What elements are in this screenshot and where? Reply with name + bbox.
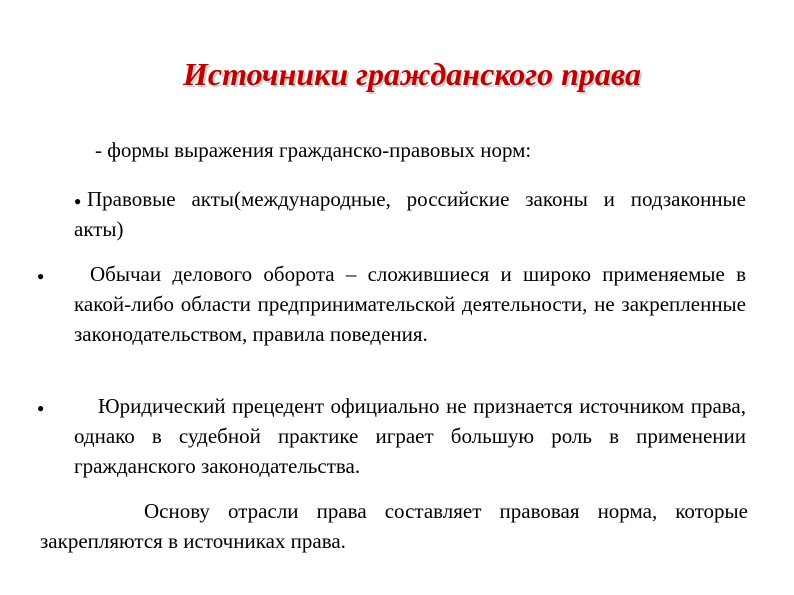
list-item-text: Юридический прецедент официально не признается источником права, однако в судебной практике играет большую роль в применении гражданского законодательства. (74, 394, 746, 478)
slide-title: Источники гражданского права (183, 56, 641, 92)
bullet-icon: ● (74, 194, 82, 208)
bullet-icon: ● (37, 269, 45, 283)
closing-paragraph: Основу отрасли права составляет правовая норма, которые закрепляются в источниках права. (40, 499, 748, 553)
list-item-text: Правовые акты(международные, российские законы и подзаконные акты) (74, 187, 746, 241)
list-item (74, 259, 746, 349)
list-item-text: Обычаи делового оборота – сложившиеся и широко применяемые в какой-либо области предпринимательской деятельности, не закрепленные законодательством, правила поведения. (74, 262, 746, 346)
bullet-icon: ● (37, 401, 45, 415)
list-item (74, 391, 746, 481)
slide-subtitle: - формы выражения гражданско-правовых норм: (95, 138, 532, 162)
list-item (74, 184, 746, 244)
